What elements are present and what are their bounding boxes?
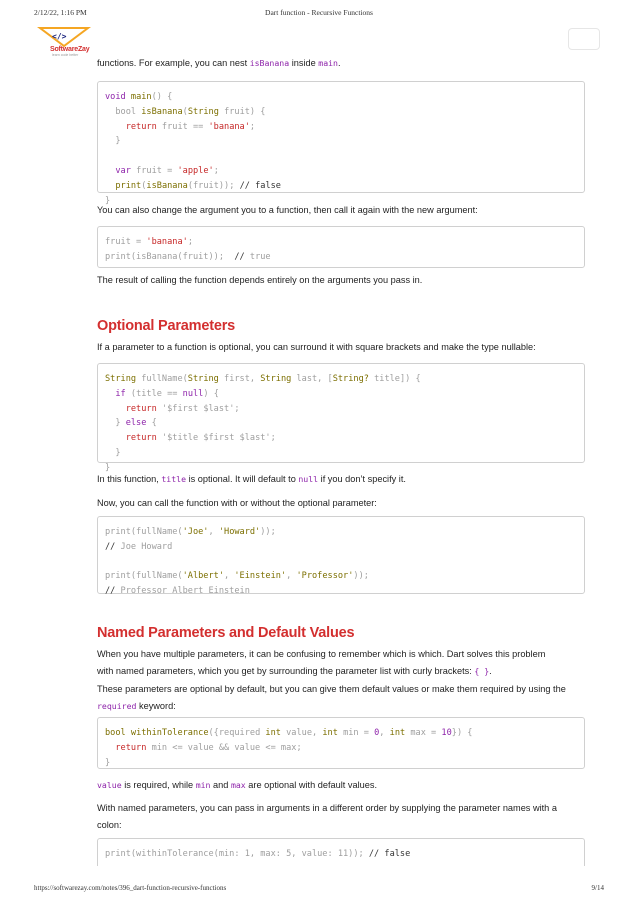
- svg-text:</>: </>: [52, 32, 67, 41]
- heading-named-parameters: Named Parameters and Default Values: [97, 625, 355, 641]
- paragraph-call-optional: Now, you can call the function with or without the optional parameter:: [97, 498, 377, 508]
- code-block-nested-function: void main() { bool isBanana(String fruit) { return fruit == 'banana'; } var fruit = 'apple'; print(isBanana(fruit)); // false }: [97, 81, 585, 193]
- logo-text: SoftwareZay: [50, 46, 90, 53]
- paragraph-named-order: With named parameters, you can pass in arguments in a different order by supplying the parameter names with a colon:: [97, 803, 557, 830]
- code-block-named-call: print(withinTolerance(min: 1, max: 5, value: 11)); // false: [97, 838, 585, 866]
- paragraph-change-argument: You can also change the argument you to a function, then call it again with the new argument:: [97, 205, 478, 215]
- print-page-number: 9/14: [591, 884, 604, 892]
- inline-code: value: [97, 780, 122, 790]
- print-header: [0, 8, 638, 20]
- inline-code: { }: [474, 666, 490, 676]
- code-block-change-argument: fruit = 'banana'; print(isBanana(fruit)); // true: [97, 226, 585, 268]
- logo-tagline: learn code better: [52, 53, 79, 57]
- code-block-optional-params: String fullName(String first, String last, [String? title]) { if (title == null) { return '$first $last'; } else { return '$title $first $last'; } }: [97, 363, 585, 463]
- site-logo[interactable]: [36, 26, 92, 58]
- logo-icon: [36, 26, 92, 48]
- paragraph-optional-intro: If a parameter to a function is optional, you can surround it with square brackets and make the type nullable:: [97, 342, 536, 352]
- code-block-call-optional: print(fullName('Joe', 'Howard')); // Joe Howard print(fullName('Albert', 'Einstein', 'Professor')); // Professor Albert Einstein: [97, 516, 585, 594]
- inline-code: isBanana: [249, 58, 290, 68]
- code-block-named-params: bool withinTolerance({required int value, int min = 0, int max = 10}) { return min <= value && value <= max; }: [97, 717, 585, 769]
- inline-code: main: [318, 58, 338, 68]
- paragraph-title-optional: In this function, title is optional. It will default to null if you don’t specify it.: [97, 474, 406, 484]
- print-url: https://softwarezay.com/notes/396_dart-function-recursive-functions: [34, 884, 227, 892]
- print-title: Dart function - Recursive Functions: [265, 8, 373, 17]
- inline-code: required: [97, 701, 137, 711]
- paragraph-result: The result of calling the function depends entirely on the arguments you pass in.: [97, 275, 423, 285]
- heading-optional-parameters: Optional Parameters: [97, 318, 236, 334]
- inline-code: null: [298, 474, 319, 484]
- inline-code: title: [161, 474, 187, 484]
- print-footer: [0, 884, 638, 896]
- paragraph-value-required: value is required, while min and max are optional with default values.: [97, 780, 377, 790]
- search-button[interactable]: [568, 28, 600, 50]
- inline-code: min: [195, 780, 211, 790]
- inline-code: max: [230, 780, 246, 790]
- paragraph-named-intro: When you have multiple parameters, it can be confusing to remember which is which. Dart solves this problem with named parameters, which you get by surrounding the parameter list with curly brackets: { }.: [97, 649, 546, 676]
- paragraph-nest: functions. For example, you can nest isBanana inside main.: [97, 58, 341, 68]
- paragraph-named-optional: These parameters are optional by default, but you can give them default values or make them required by using the required keyword:: [97, 684, 566, 711]
- print-datetime: 2/12/22, 1:16 PM: [34, 8, 87, 17]
